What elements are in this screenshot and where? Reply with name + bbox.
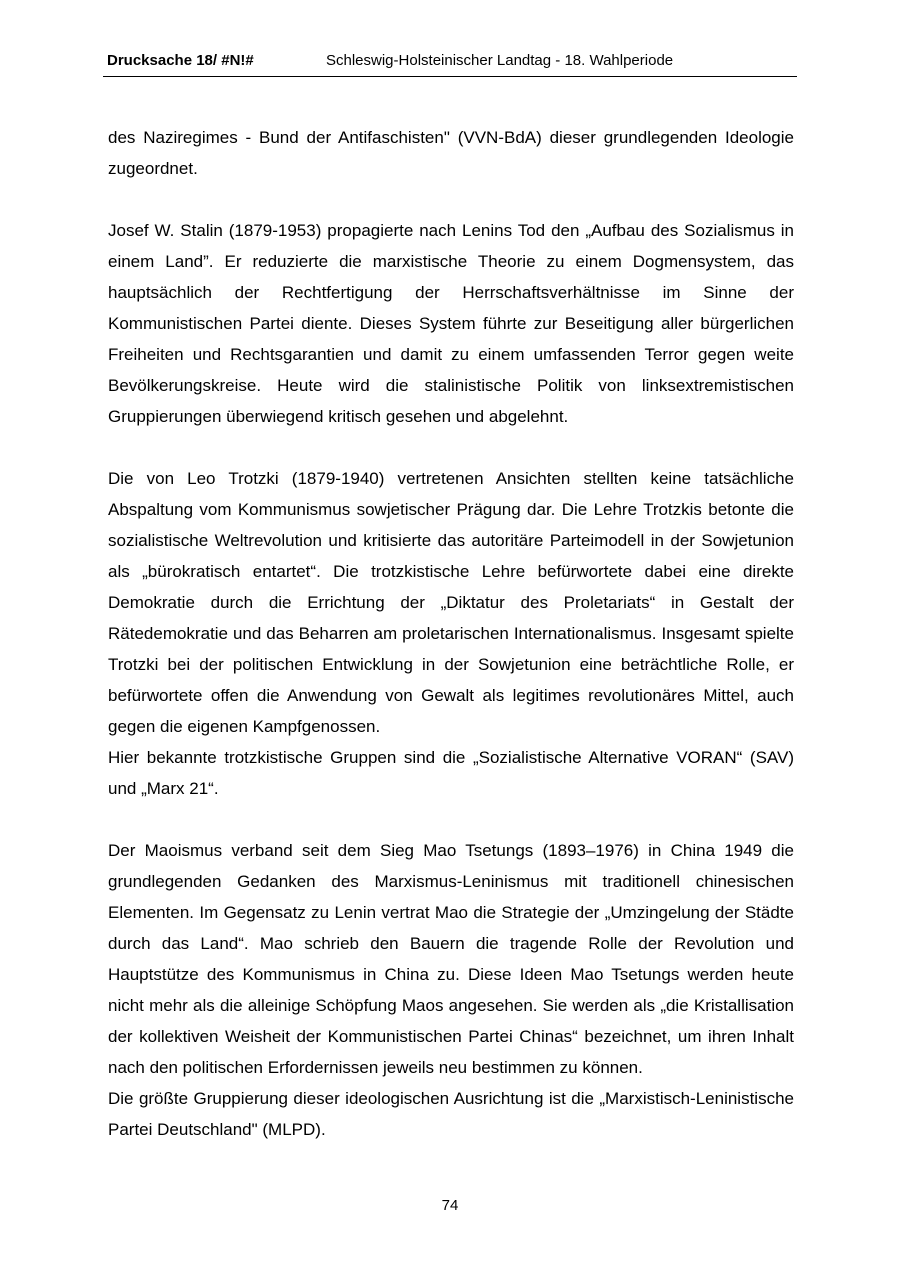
- page-header: [103, 52, 797, 77]
- page-number: 74: [441, 1197, 459, 1214]
- paragraph-vvn-bda: des Naziregimes - Bund der Antifaschisten" (VVN-BdA) dieser grundlegenden Ideologie zugeordnet.: [108, 128, 794, 178]
- parliament-title: Schleswig-Holsteinischer Landtag - 18. Wahlperiode: [326, 52, 674, 69]
- document-number: Drucksache 18/ #N!#: [107, 52, 254, 69]
- paragraph-trotzki: Die von Leo Trotzki (1879-1940) vertretenen Ansichten stellten keine tatsächliche Abspaltung vom Kommunismus sowjetischer Prägung dar. Die Lehre Trotzkis betonte die sozialistische Weltrevolution und kritisierte das autoritäre Parteimodell in der Sowjetunion als „bürokratisch entartet“. Die trotzkistische Lehre befürwortete dabei eine direkte Demokratie durch die Errichtung der „Diktatur des Proletariats“ in Gestalt der Rätedemokratie und das Beharren am proletarischen Internationalismus. Insgesamt spielte Trotzki bei der politischen Entwicklung in der Sowjetunion eine beträchtliche Rolle, er befürwortete offen die Anwendung von Gewalt als legitimes revolutionäres Mittel, auch gegen die eigenen Kampfgenossen.: [108, 469, 794, 736]
- document-body: [108, 122, 794, 1145]
- paragraph-trotzkist-groups: Hier bekannte trotzkistische Gruppen sind die „Sozialistische Alternative VORAN“ (SAV) und „Marx 21“.: [108, 748, 794, 798]
- paragraph-mlpd: Die größte Gruppierung dieser ideologischen Ausrichtung ist die „Marxistisch-Leninistische Partei Deutschland" (MLPD).: [108, 1089, 794, 1139]
- paragraph-stalin: Josef W. Stalin (1879-1953) propagierte nach Lenins Tod den „Aufbau des Sozialismus in einem Land”. Er reduzierte die marxistische Theorie zu einem Dogmensystem, das hauptsächlich der Rechtfertigung der Herrschaftsverhältnisse im Sinne der Kommunistischen Partei diente. Dieses System führte zur Beseitigung aller bürgerlichen Freiheiten und Rechtsgarantien und damit zu einem umfassenden Terror gegen weite Bevölkerungskreise. Heute wird die stalinistische Politik von linksextremistischen Gruppierungen überwiegend kritisch gesehen und abgelehnt.: [108, 221, 794, 426]
- paragraph-maoismus: Der Maoismus verband seit dem Sieg Mao Tsetungs (1893–1976) in China 1949 die grundlegenden Gedanken des Marxismus-Leninismus mit traditionell chinesischen Elementen. Im Gegensatz zu Lenin vertrat Mao die Strategie der „Umzingelung der Städte durch das Land“. Mao schrieb den Bauern die tragende Rolle der Revolution und Hauptstütze des Kommunismus in China zu. Diese Ideen Mao Tsetungs werden heute nicht mehr als die alleinige Schöpfung Maos angesehen. Sie werden als „die Kristallisation der kollektiven Weisheit der Kommunistischen Partei Chinas“ bezeichnet, um ihren Inhalt nach den politischen Erfordernissen jeweils neu bestimmen zu können.: [108, 841, 794, 1077]
